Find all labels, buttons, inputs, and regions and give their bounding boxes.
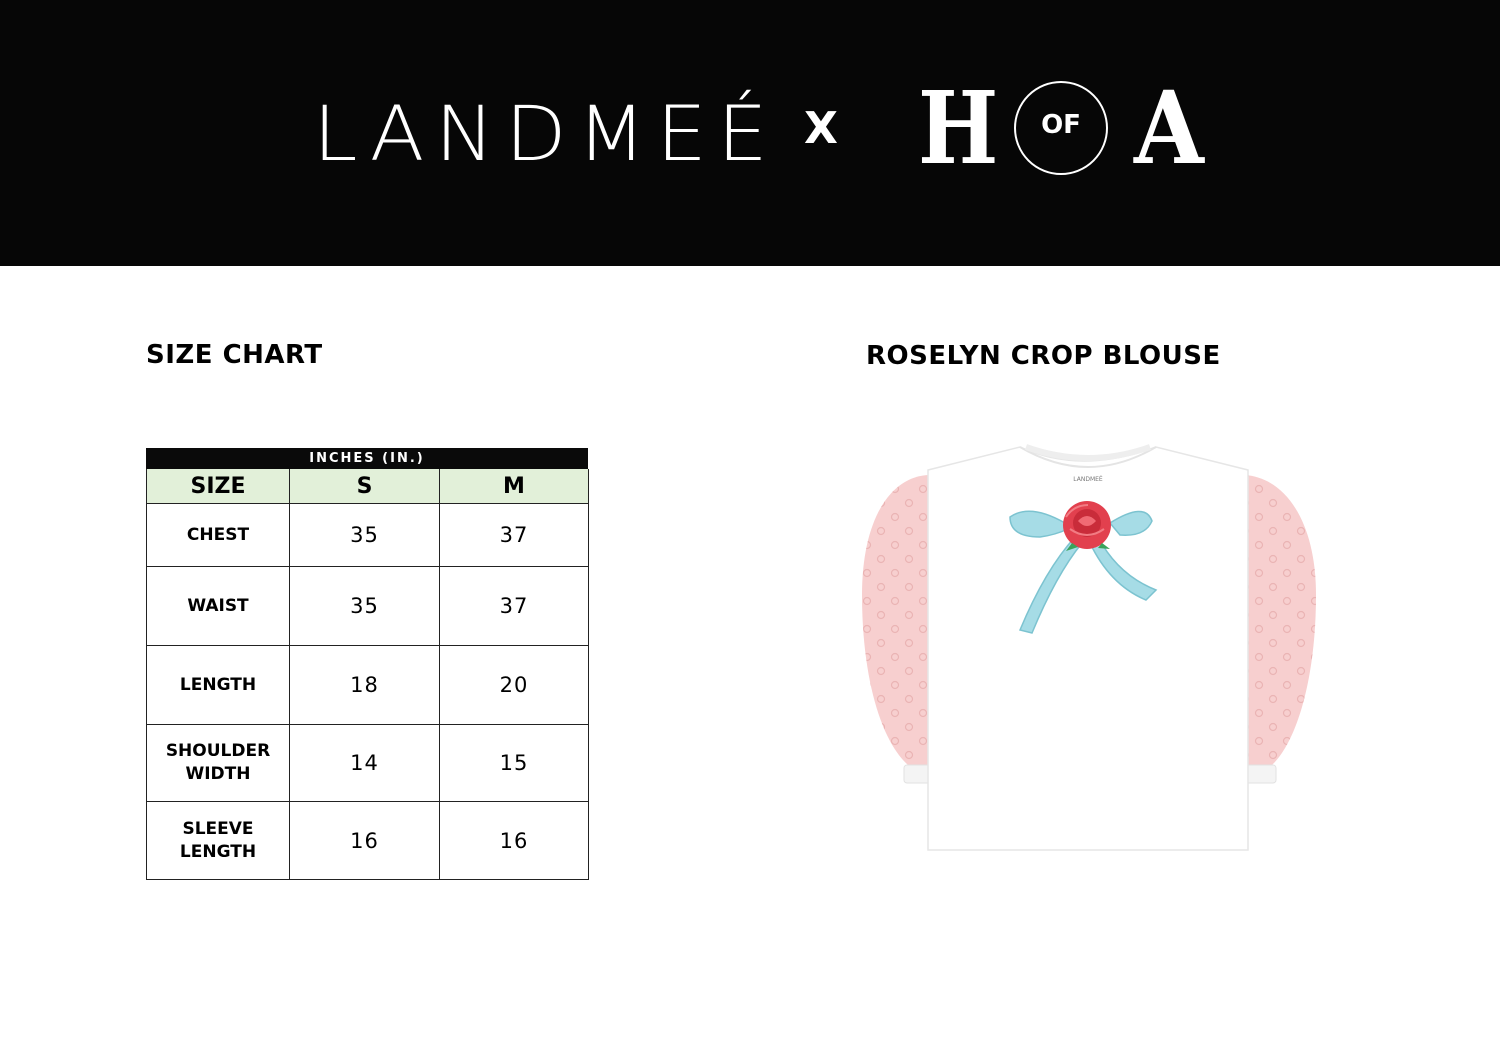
column-header-s: S <box>290 469 440 504</box>
row-label: LENGTH <box>147 646 290 725</box>
table-row <box>147 646 589 725</box>
table-row <box>147 802 589 880</box>
size-chart <box>146 448 588 880</box>
row-label <box>147 725 290 802</box>
product-title: ROSELYN CROP BLOUSE <box>866 341 1221 371</box>
cell-s: 35 <box>290 567 440 646</box>
hofa-h: H <box>918 69 999 187</box>
column-header-m: M <box>440 469 589 504</box>
cell-s: 14 <box>290 725 440 802</box>
cell-m: 37 <box>440 504 589 567</box>
garment-tag: LANDMEÉ <box>1073 476 1103 483</box>
product-image <box>860 425 1320 865</box>
size-table <box>146 469 589 880</box>
units-banner: INCHES (IN.) <box>146 448 588 469</box>
table-row <box>147 504 589 567</box>
hofa-of: OF <box>1041 110 1081 140</box>
cell-s: 18 <box>290 646 440 725</box>
row-label-line: SLEEVE <box>182 818 254 839</box>
row-label-line: WIDTH <box>185 764 251 784</box>
row-label <box>147 802 290 880</box>
table-row <box>147 567 589 646</box>
landmee-logo: LANDMEÉ <box>313 89 779 178</box>
column-header-size: SIZE <box>147 469 290 504</box>
cell-s: 35 <box>290 504 440 567</box>
row-label: CHEST <box>147 504 290 567</box>
cell-m: 15 <box>440 725 589 802</box>
cell-m: 16 <box>440 802 589 880</box>
collab-x: X <box>804 103 838 154</box>
table-row <box>147 725 589 802</box>
hofa-a: A <box>1134 69 1204 187</box>
size-chart-title: SIZE CHART <box>146 340 323 370</box>
house-of-a-logo <box>918 69 1208 187</box>
row-label: WAIST <box>147 567 290 646</box>
table-header-row <box>147 469 589 504</box>
brand-header <box>0 0 1500 266</box>
blouse-illustration <box>860 425 1320 865</box>
cell-m: 20 <box>440 646 589 725</box>
cell-m: 37 <box>440 567 589 646</box>
cell-s: 16 <box>290 802 440 880</box>
row-label-line: SHOULDER <box>165 741 271 761</box>
row-label-line: LENGTH <box>179 841 257 862</box>
